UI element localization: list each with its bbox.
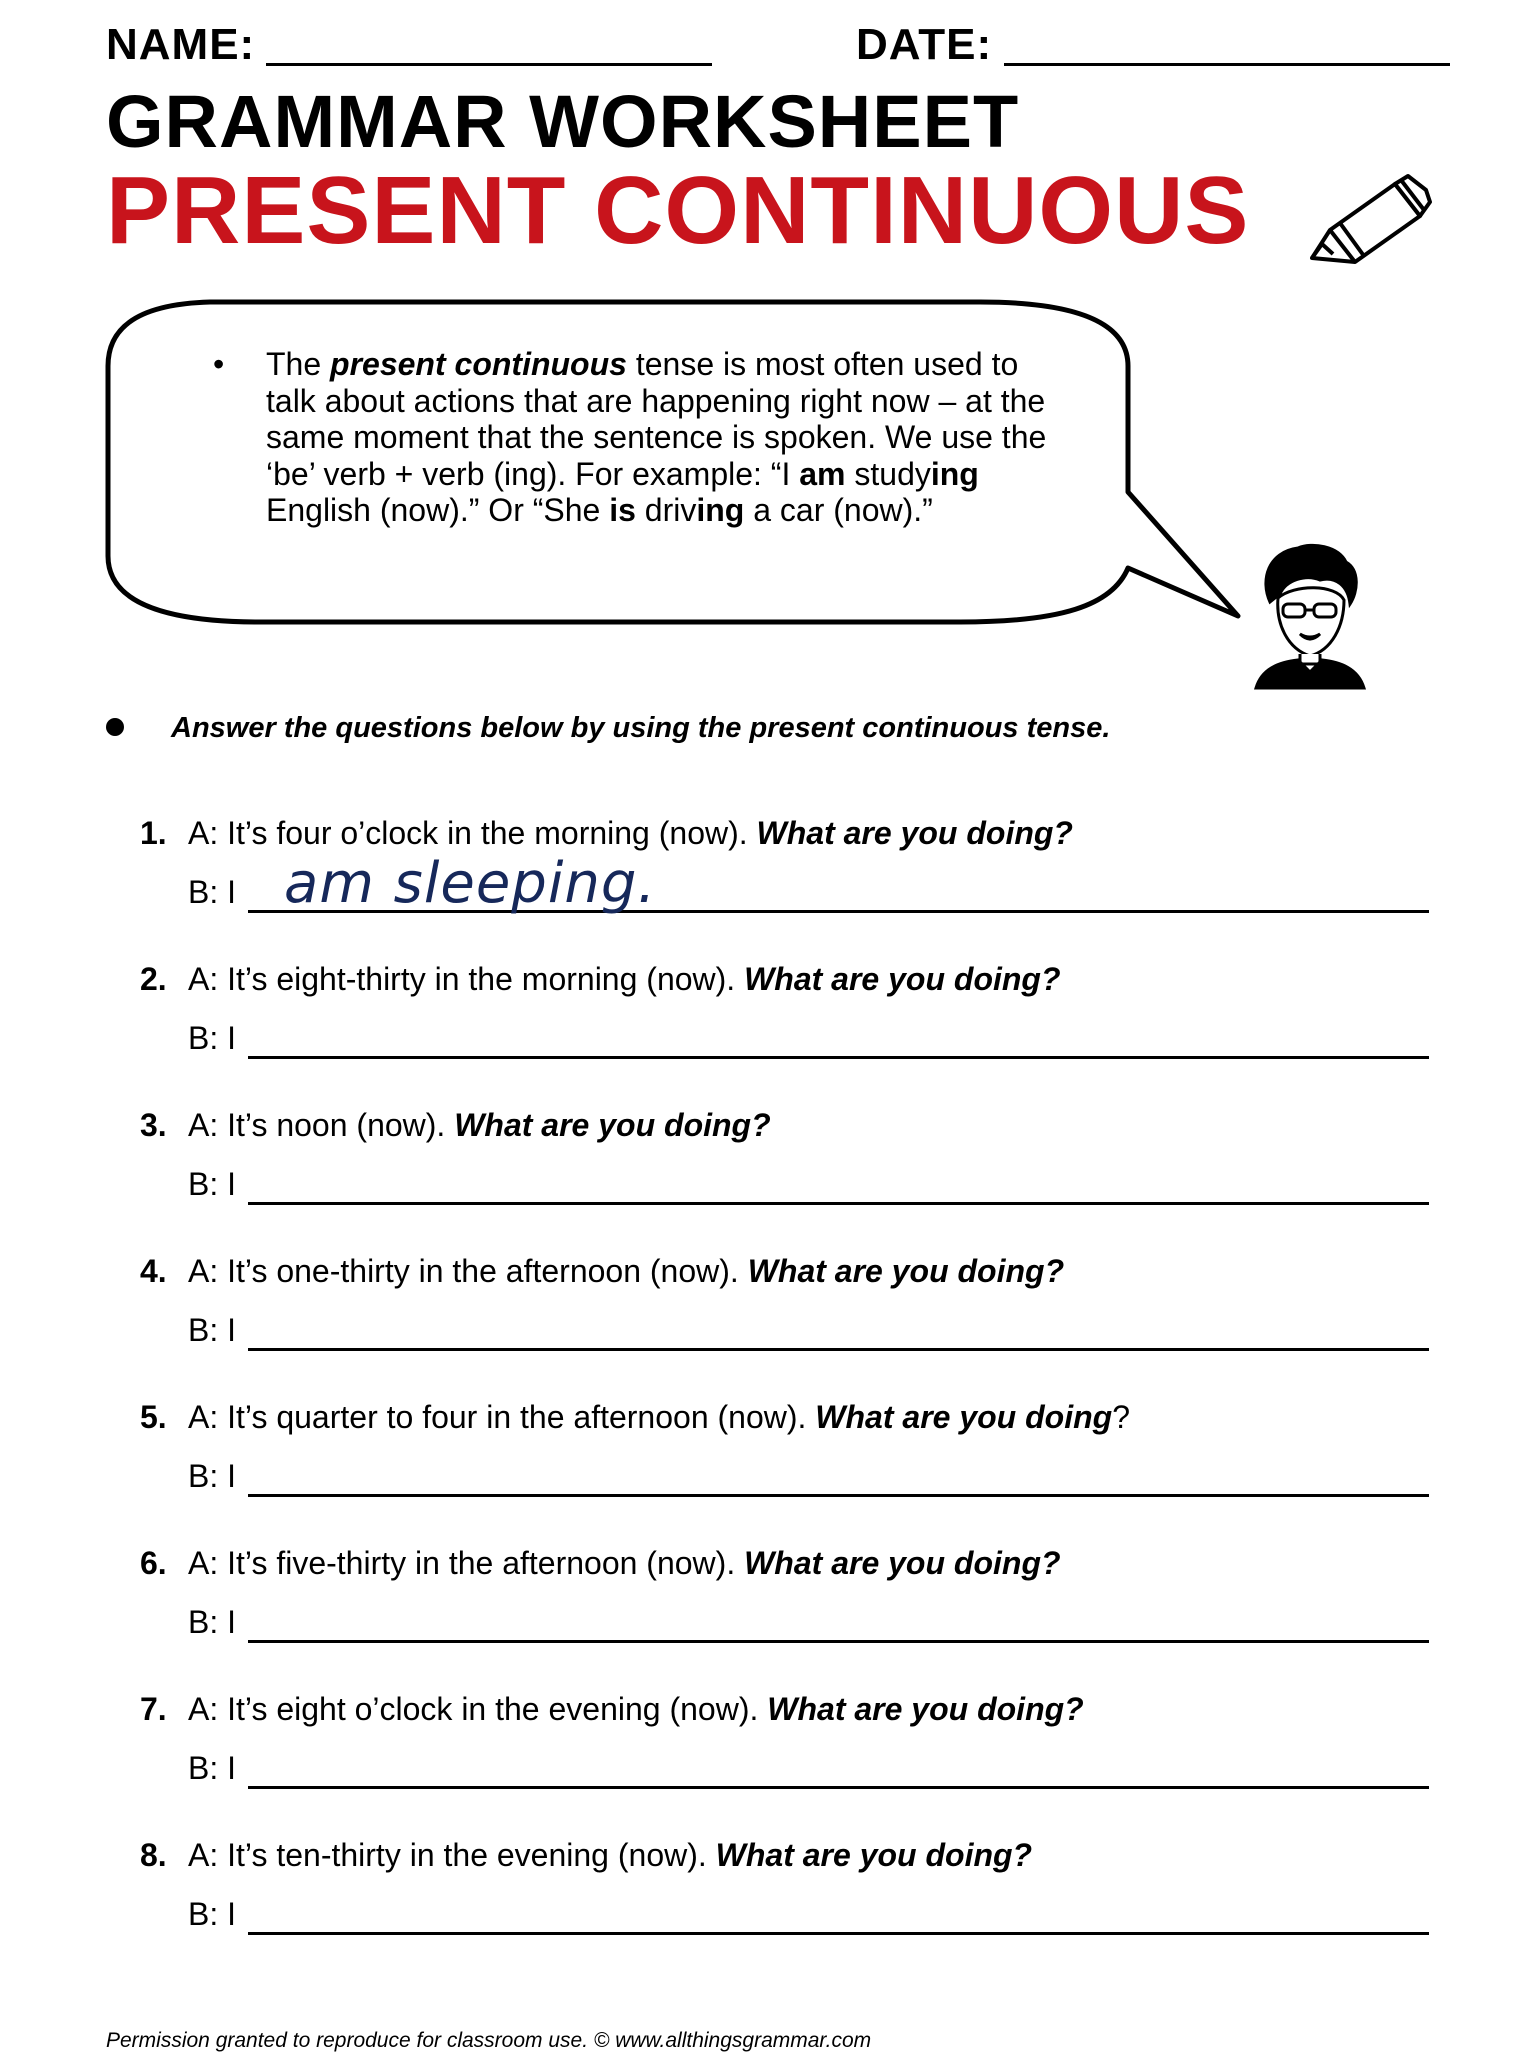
answer-line[interactable] [248, 1640, 1429, 1643]
name-label: NAME: [106, 20, 256, 69]
bubble-text: The present continuous tense is most often used to talk about actions that are happening right now – at the same moment that the sentence is spoken. We use the ‘be’ verb + verb (ing). For example: “I am studying English (now).” Or “She is driving a car (now).” [266, 346, 1047, 528]
question-text: A: It’s five-thirty in the afternoon (now). What are you doing? [188, 1545, 1061, 1581]
answer-prefix: B: I [188, 874, 237, 910]
question-text: A: It’s eight-thirty in the morning (now). What are you doing? [188, 961, 1061, 997]
answer-prefix: B: I [188, 1020, 237, 1056]
question-8 [0, 1837, 1536, 1983]
question-text: A: It’s four o’clock in the morning (now). What are you doing? [188, 815, 1073, 851]
answer-prefix: B: I [188, 1896, 237, 1932]
question-number: 2. [140, 961, 167, 997]
answer-prefix: B: I [188, 1458, 237, 1494]
question-6 [0, 1545, 1536, 1691]
answer-line[interactable] [248, 1494, 1429, 1497]
question-number: 7. [140, 1691, 167, 1727]
answer-prefix: B: I [188, 1312, 237, 1348]
question-text: A: It’s eight o’clock in the evening (now). What are you doing? [188, 1691, 1084, 1727]
question-number: 6. [140, 1545, 167, 1581]
question-2 [0, 961, 1536, 1107]
question-text: A: It’s one-thirty in the afternoon (now). What are you doing? [188, 1253, 1065, 1289]
name-field[interactable] [266, 63, 712, 66]
question-5 [0, 1399, 1536, 1545]
question-1 [0, 815, 1536, 961]
question-text: A: It’s noon (now). What are you doing? [188, 1107, 771, 1143]
topic-title: PRESENT CONTINUOUS [106, 157, 1250, 264]
answer-line[interactable] [248, 1348, 1429, 1351]
question-number: 4. [140, 1253, 167, 1289]
question-text: A: It’s ten-thirty in the evening (now). What are you doing? [188, 1837, 1033, 1873]
answer-line[interactable] [248, 1056, 1429, 1059]
teacher-illustration [1250, 540, 1370, 690]
question-7 [0, 1691, 1536, 1837]
question-number: 3. [140, 1107, 167, 1143]
question-number: 8. [140, 1837, 167, 1873]
question-number: 1. [140, 815, 167, 851]
answer-prefix: B: I [188, 1604, 237, 1640]
answer-line[interactable] [248, 1202, 1429, 1205]
handwritten-answer: am sleeping. [284, 851, 657, 916]
question-number: 5. [140, 1399, 167, 1435]
answer-line[interactable] [248, 1932, 1429, 1935]
question-3 [0, 1107, 1536, 1253]
worksheet-title: GRAMMAR WORKSHEET [106, 80, 1020, 163]
date-label: DATE: [856, 20, 993, 69]
pencil-icon [1300, 168, 1440, 268]
question-text: A: It’s quarter to four in the afternoon (now). What are you doing? [188, 1399, 1130, 1435]
footer-permission: Permission granted to reproduce for classroom use. © www.allthingsgrammar.com [106, 2029, 872, 2052]
answer-prefix: B: I [188, 1166, 237, 1202]
answer-prefix: B: I [188, 1750, 237, 1786]
question-4 [0, 1253, 1536, 1399]
date-field[interactable] [1004, 63, 1450, 66]
instruction-text: Answer the questions below by using the present continuous tense. [171, 712, 1111, 744]
answer-line[interactable] [248, 1786, 1429, 1789]
bubble-bullet: • [213, 346, 225, 382]
instruction-bullet [106, 718, 124, 736]
